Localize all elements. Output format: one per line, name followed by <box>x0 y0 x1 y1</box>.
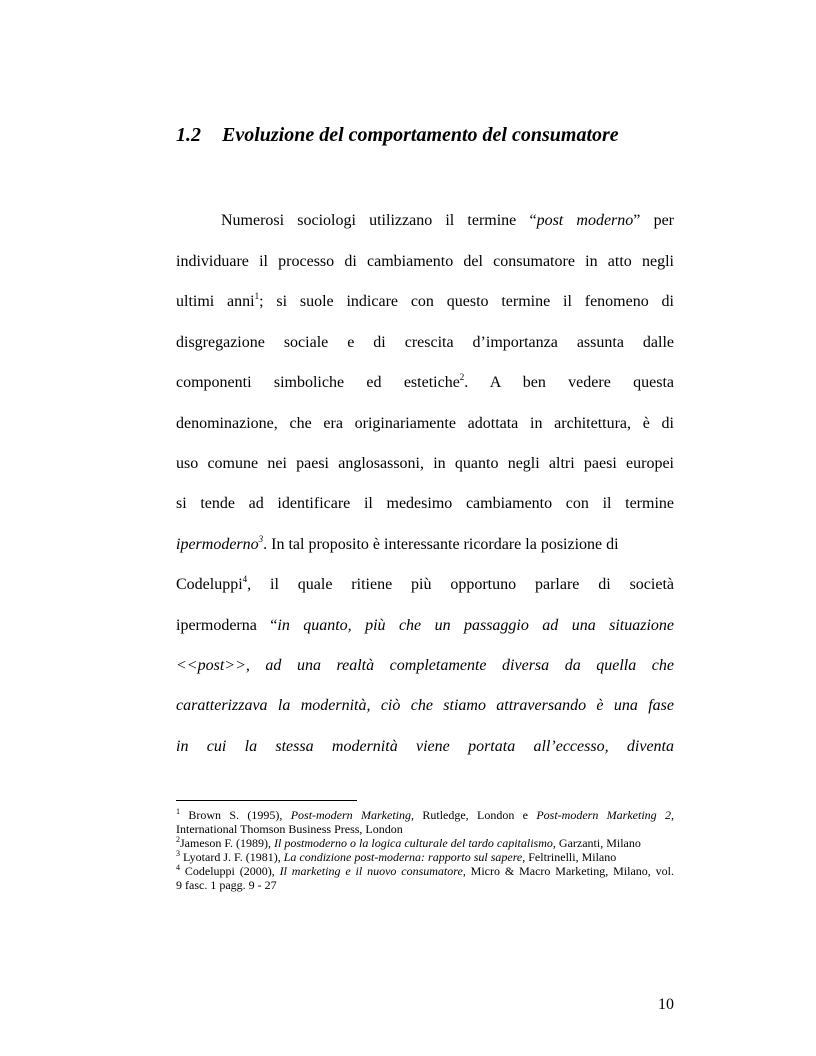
body-line: Numerosi sociologi utilizzano il termine “post moderno” per <box>221 212 674 229</box>
body-line: ipermoderno$^3$. In tal proposito è interessante ricordare la posizione di <box>176 534 619 553</box>
footnote-ref: 3 <box>258 534 264 544</box>
body-line: componenti simboliche ed estetiche$^2$. A ben vedere questa <box>176 372 674 391</box>
body-line: disgregazione sociale e di crescita d’importanza assunta dalle <box>176 334 674 351</box>
footnote-ref: 2 <box>459 372 465 382</box>
footnote-2: $^2$Jameson F. (1989), Il postmoderno o la logica culturale del tardo capitalismo, Garzanti, Milano <box>176 835 641 850</box>
section-title: Evoluzione del comportamento del consumatore <box>222 124 619 146</box>
section-heading <box>176 124 696 147</box>
body-line: ultimi anni$^1$; si suole indicare con questo termine il fenomeno di <box>176 291 675 310</box>
body-line: Codeluppi$^4$, il quale ritiene più opportuno parlare di società <box>176 574 674 593</box>
footnote-mark: 4 <box>176 863 180 872</box>
body-line: ipermoderna “in quanto, più che un passaggio ad una situazione <box>176 617 675 634</box>
footnote-3: $^3$ Lyotard J. F. (1981), La condizione post-moderna: rapporto sul sapere, Feltrinelli, Milano <box>176 849 617 864</box>
footnote-ref: 1 <box>254 291 260 301</box>
section-number: 1.2 <box>176 124 201 146</box>
footnote-mark: 3 <box>176 849 180 858</box>
page-number: 10 <box>658 996 674 1013</box>
footnote-mark: 1 <box>176 807 180 816</box>
body-line: individuare il processo di cambiamento del consumatore in atto negli <box>176 253 674 270</box>
body-line: <<post>>, ad una realtà completamente diversa da quella che <box>176 657 674 674</box>
body-line: denominazione, che era originariamente adottata in architettura, è di <box>176 415 674 432</box>
footnote-4-continued: 9 fasc. 1 pagg. 9 - 27 <box>176 878 277 892</box>
footnote-1: $^1$ Brown S. (1995), Post-modern Marketing, Rutledge, London e Post-modern Marketing 2, <box>176 807 674 822</box>
body-line: si tende ad identificare il medesimo cambiamento con il termine <box>176 495 674 512</box>
footnote-separator <box>176 800 357 801</box>
footnote-1-continued: International Thomson Business Press, London <box>176 822 403 836</box>
body-line: uso comune nei paesi anglosassoni, in quanto negli altri paesi europei <box>176 455 674 472</box>
footnote-ref: 4 <box>242 574 248 584</box>
footnote-4: $^4$ Codeluppi (2000), Il marketing e il nuovo consumatore, Micro & Macro Marketing, Milano, vol. <box>176 863 674 878</box>
footnote-mark: 2 <box>176 835 180 844</box>
body-line: in cui la stessa modernità viene portata all’eccesso, diventa <box>176 738 674 755</box>
body-line: caratterizzava la modernità, ciò che stiamo attraversando è una fase <box>176 697 674 714</box>
